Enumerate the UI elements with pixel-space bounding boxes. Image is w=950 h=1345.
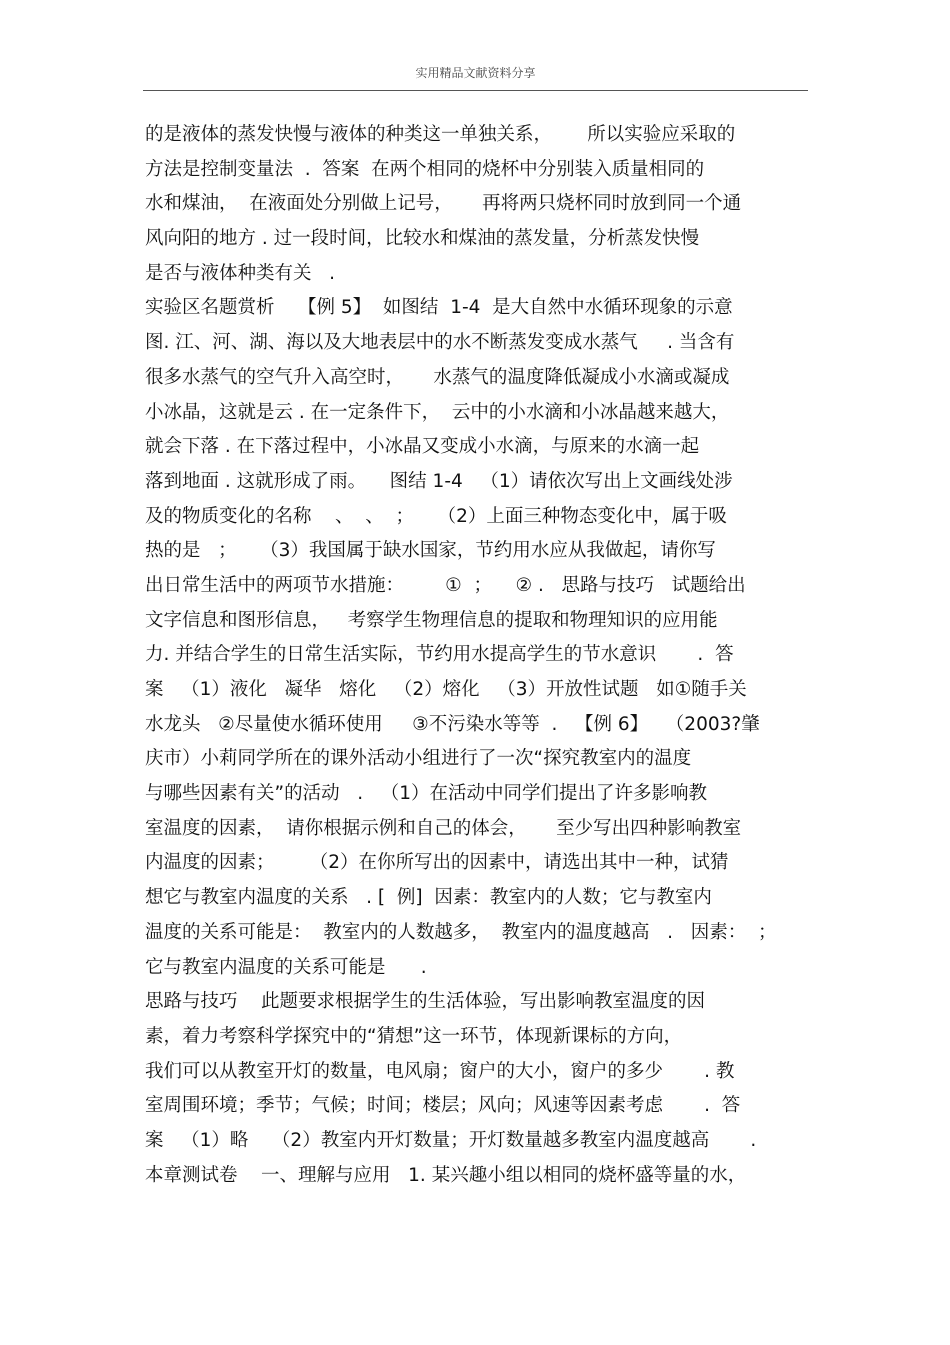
text-line: 很多水蒸气的空气升入高空时， 水蒸气的温度降低凝成小水滴或凝成 — [145, 366, 730, 388]
text-line: 它与教室内温度的关系可能是 . — [145, 956, 427, 978]
text-line: 我们可以从教室开灯的数量，电风扇；窗户的大小，窗户的多少 . 教 — [145, 1060, 735, 1082]
text-line: 风向阳的地方 . 过一段时间，比较水和煤油的蒸发量，分析蒸发快慢 — [145, 228, 700, 250]
text-line: 及的物质变化的名称 、 、 ； （2）上面三种物态变化中，属于吸 — [145, 505, 727, 527]
text-line: 小冰晶，这就是云 . 在一定条件下， 云中的小水滴和小冰晶越来越大， — [145, 401, 730, 423]
text-line: 水龙头 ②尽量使水循环使用 ③不污染水等等 . 【例 6】 （2003?肇 — [145, 713, 760, 735]
text-line: 是否与液体种类有关 . — [145, 262, 336, 284]
text-line: 内温度的因素； （2）在你所写出的因素中，请选出其中一种，试猜 — [145, 852, 729, 874]
text-line: 的是液体的蒸发快慢与液体的种类这一单独关系， 所以实验应采取的 — [145, 124, 736, 145]
text-line: 素，着力考察科学探究中的“猜想”这一环节，体现新课标的方向， — [145, 1025, 683, 1047]
text-line: 室温度的因素， 请你根据示例和自己的体会， 至少写出四种影响教室 — [145, 817, 742, 839]
text-line: 力. 并结合学生的日常生活实际，节约用水提高学生的节水意识 . 答 — [145, 644, 734, 666]
text-line: 实验区名题赏析 【例 5】 如图结 1-4 是大自然中水循环现象的示意 — [145, 297, 733, 319]
text-line: 方法是控制变量法 . 答案 在两个相同的烧杯中分别装入质量相同的 — [145, 158, 705, 180]
text-line: 文字信息和图形信息， 考察学生物理信息的提取和物理知识的应用能 — [145, 609, 718, 631]
text-line: 就会下落 . 在下落过程中，小冰晶又变成小水滴，与原来的水滴一起 — [145, 436, 700, 458]
text-line: 庆市）小莉同学所在的课外活动小组进行了一次“探究教室内的温度 — [145, 748, 692, 770]
text-line: 本章测试卷 一、理解与应用 1. 某兴趣小组以相同的烧杯盛等量的水， — [145, 1164, 747, 1186]
text-line: 水和煤油， 在液面处分别做上记号， 再将两只烧杯同时放到同一个通 — [145, 193, 742, 215]
text-line: 落到地面 . 这就形成了雨。 图结 1-4 （1）请依次写出上文画线处涉 — [145, 470, 733, 492]
text-line: 出日常生活中的两项节水措施： ① ； ② . 思路与技巧 试题给出 — [145, 574, 746, 596]
page-header-title: 实用精品文献资料分享 — [415, 66, 536, 80]
text-line: 温度的关系可能是： 教室内的人数越多， 教室内的温度越高 . 因素： ； — [145, 921, 777, 943]
header-divider — [143, 90, 808, 91]
body-text — [145, 118, 810, 1193]
text-line: 室周围环境；季节；气候；时间；楼层；风向；风速等因素考虑 . 答 — [145, 1095, 741, 1117]
text-line: 想它与教室内温度的关系 . [ 例] 因素：教室内的人数；它与教室内 — [145, 887, 712, 909]
text-line: 图. 江、河、湖、海以及大地表层中的水不断蒸发变成水蒸气 . 当含有 — [145, 332, 735, 354]
text-line: 案 （1）略 （2）教室内开灯数量；开灯数量越多教室内温度越高 . — [145, 1129, 757, 1151]
text-line: 案 （1）液化 凝华 熔化 （2）熔化 （3）开放性试题 如①随手关 — [145, 679, 747, 700]
text-line: 与哪些因素有关”的活动 . （1）在活动中同学们提出了许多影响教 — [145, 783, 708, 805]
text-line: 思路与技巧 此题要求根据学生的生活体验，写出影响教室温度的因 — [145, 991, 706, 1013]
text-line: 热的是 ； （3）我国属于缺水国家，节约用水应从我做起，请你写 — [145, 540, 716, 562]
